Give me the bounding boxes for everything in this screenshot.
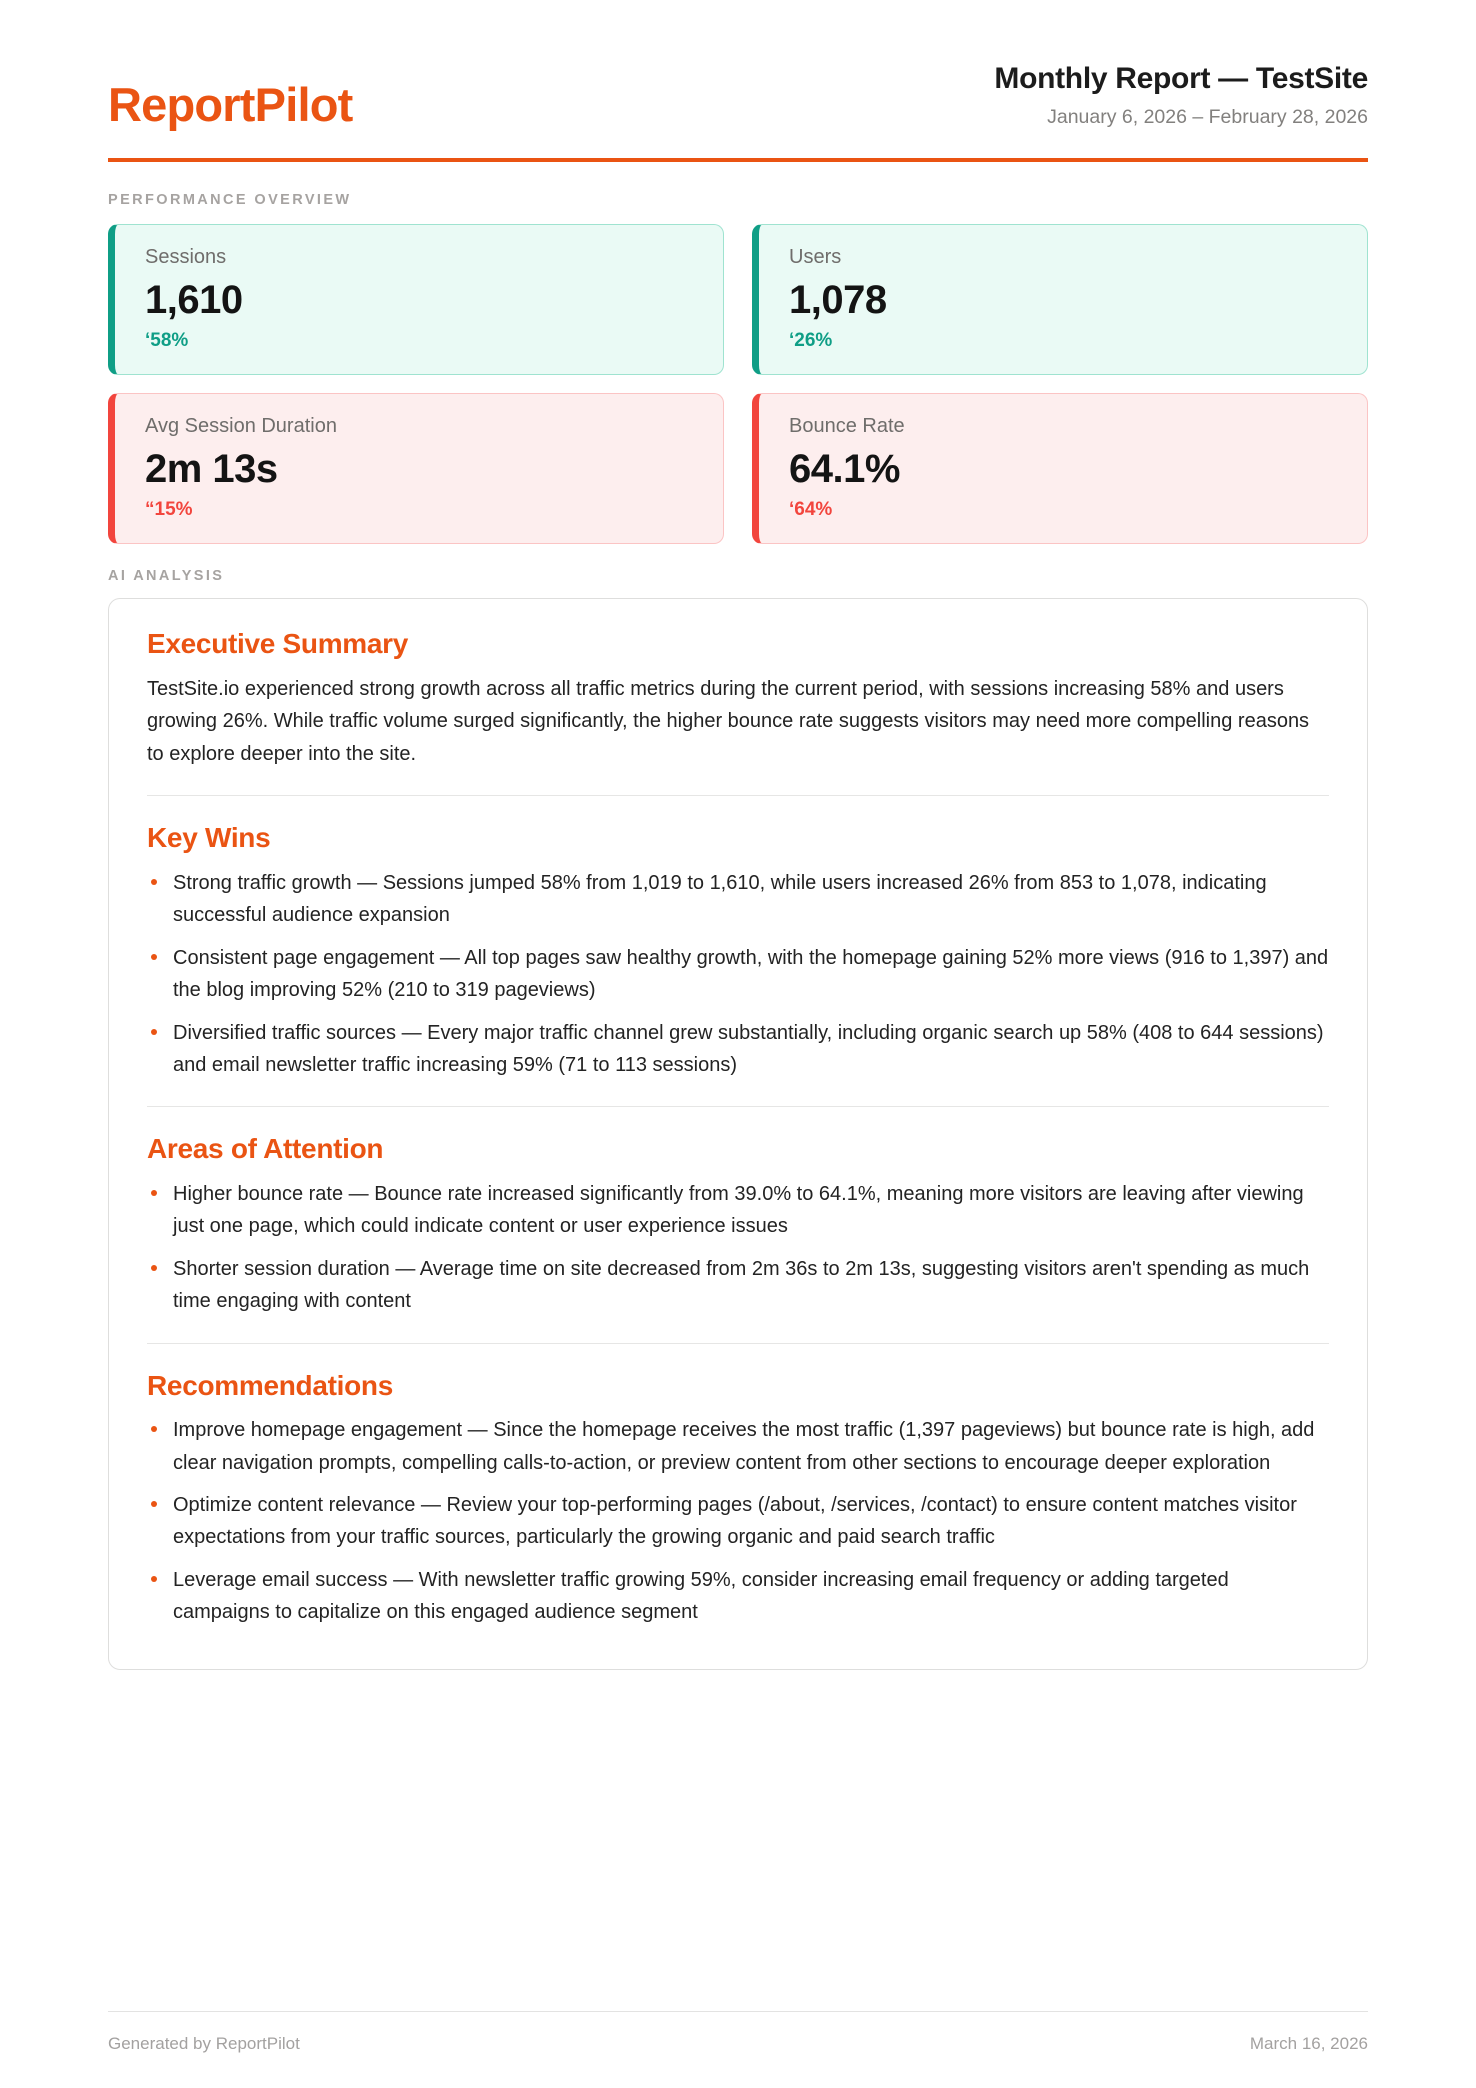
kpi-value: 2m 13s <box>145 447 278 492</box>
ai-analysis-panel <box>108 598 1368 1669</box>
analysis-section-recommendations <box>147 1343 1329 1629</box>
list-item-text: Shorter session duration — Average time on site decreased from 2m 36s to 2m 13s, suggesting visitors aren't spending as much time engaging with content <box>173 1257 1310 1313</box>
list-item <box>147 942 1329 1007</box>
bullet-dot-icon <box>151 1265 157 1271</box>
section-heading: Recommendations <box>147 1369 393 1401</box>
report-footer <box>108 2011 1368 2088</box>
page-title: Monthly Report — TestSite <box>994 62 1368 95</box>
kpi-delta: “15% <box>145 499 193 521</box>
bullet-dot-icon <box>151 954 157 960</box>
kpi-card-users <box>752 224 1368 375</box>
analysis-section-executive-summary <box>147 627 1329 770</box>
list-item <box>147 1253 1329 1318</box>
list-item <box>147 1178 1329 1243</box>
list-item-text: Diversified traffic sources — Every major traffic channel grew substantially, including organic search up 58% (408 to 644 sessions) and email newsletter traffic increasing 59% (71 to 113 sessions) <box>173 1021 1324 1077</box>
list-item-text: Optimize content relevance — Review your top-performing pages (/about, /services, /contact) to ensure content matches visitor expectations from your traffic sources, particularly the growing organic and paid search traffic <box>173 1493 1297 1549</box>
list-item <box>147 1414 1329 1479</box>
report-date-range: January 6, 2026 – February 28, 2026 <box>1047 105 1368 128</box>
list-item-text: Higher bounce rate — Bounce rate increased significantly from 39.0% to 64.1%, meaning more visitors are leaving after viewing just one page, which could indicate content or user experience issues <box>173 1183 1304 1238</box>
analysis-section-key-wins <box>147 795 1329 1081</box>
section-body: TestSite.io experienced strong growth across all traffic metrics during the current period, with sessions increasing 58% and users growing 26%. While traffic volume surged significantly, the higher bounce rate suggests visitors may need more compelling reasons to explore deeper into the site. <box>147 677 1310 765</box>
list-item <box>147 1017 1329 1082</box>
kpi-delta: ‘26% <box>789 330 833 352</box>
list-item <box>147 1489 1329 1554</box>
report-header <box>108 0 1368 162</box>
kpi-value: 1,078 <box>789 277 887 322</box>
bullet-list <box>147 1414 1329 1628</box>
header-meta <box>994 62 1368 128</box>
bullet-list <box>147 867 1329 1081</box>
kpi-delta: ‘58% <box>145 330 189 352</box>
section-heading: Areas of Attention <box>147 1133 384 1165</box>
section-heading: Key Wins <box>147 822 271 854</box>
list-item <box>147 867 1329 932</box>
bullet-dot-icon <box>151 1426 157 1432</box>
list-item <box>147 1564 1329 1629</box>
list-item-text: Consistent page engagement — All top pages saw healthy growth, with the homepage gaining 52% more views (916 to 1,397) and the blog improving 52% (210 to 319 pageviews) <box>173 946 1329 1002</box>
bullet-dot-icon <box>151 1029 157 1035</box>
bullet-dot-icon <box>151 1501 157 1507</box>
section-heading: Executive Summary <box>147 628 409 660</box>
bullet-dot-icon <box>151 879 157 885</box>
kpi-label: Sessions <box>145 245 227 268</box>
analysis-section-areas-of-attention <box>147 1106 1329 1317</box>
list-item-text: Improve homepage engagement — Since the homepage receives the most traffic (1,397 pageviews) but bounce rate is high, add clear navigation prompts, compelling calls-to-action, or preview content from other sections to encourage deeper exploration <box>173 1419 1315 1474</box>
bullet-dot-icon <box>151 1576 157 1582</box>
kpi-card-sessions <box>108 224 724 375</box>
kpi-delta: ‘64% <box>789 499 833 521</box>
kpi-value: 64.1% <box>789 447 900 492</box>
footer-generated-by: Generated by ReportPilot <box>108 2034 300 2053</box>
kpi-label: Users <box>789 245 842 268</box>
kpi-card-bounce-rate <box>752 393 1368 544</box>
brand-logo: ReportPilot <box>108 77 353 131</box>
kpi-grid <box>108 224 1368 544</box>
bullet-dot-icon <box>151 1190 157 1196</box>
performance-overview-label: PERFORMANCE OVERVIEW <box>108 191 352 208</box>
bullet-list <box>147 1178 1329 1318</box>
list-item-text: Leverage email success — With newsletter traffic growing 59%, consider increasing email frequency or adding targeted campaigns to capitalize on this engaged audience segment <box>173 1568 1229 1624</box>
kpi-value: 1,610 <box>145 277 243 322</box>
list-item-text: Strong traffic growth — Sessions jumped 58% from 1,019 to 1,610, while users increased 26% from 853 to 1,078, indicating successful audience expansion <box>173 872 1267 927</box>
footer-generated-date: March 16, 2026 <box>1249 2034 1368 2053</box>
kpi-card-avg-session-duration <box>108 393 724 544</box>
kpi-label: Bounce Rate <box>789 415 905 438</box>
kpi-label: Avg Session Duration <box>145 415 337 438</box>
ai-analysis-label: AI ANALYSIS <box>108 568 225 585</box>
